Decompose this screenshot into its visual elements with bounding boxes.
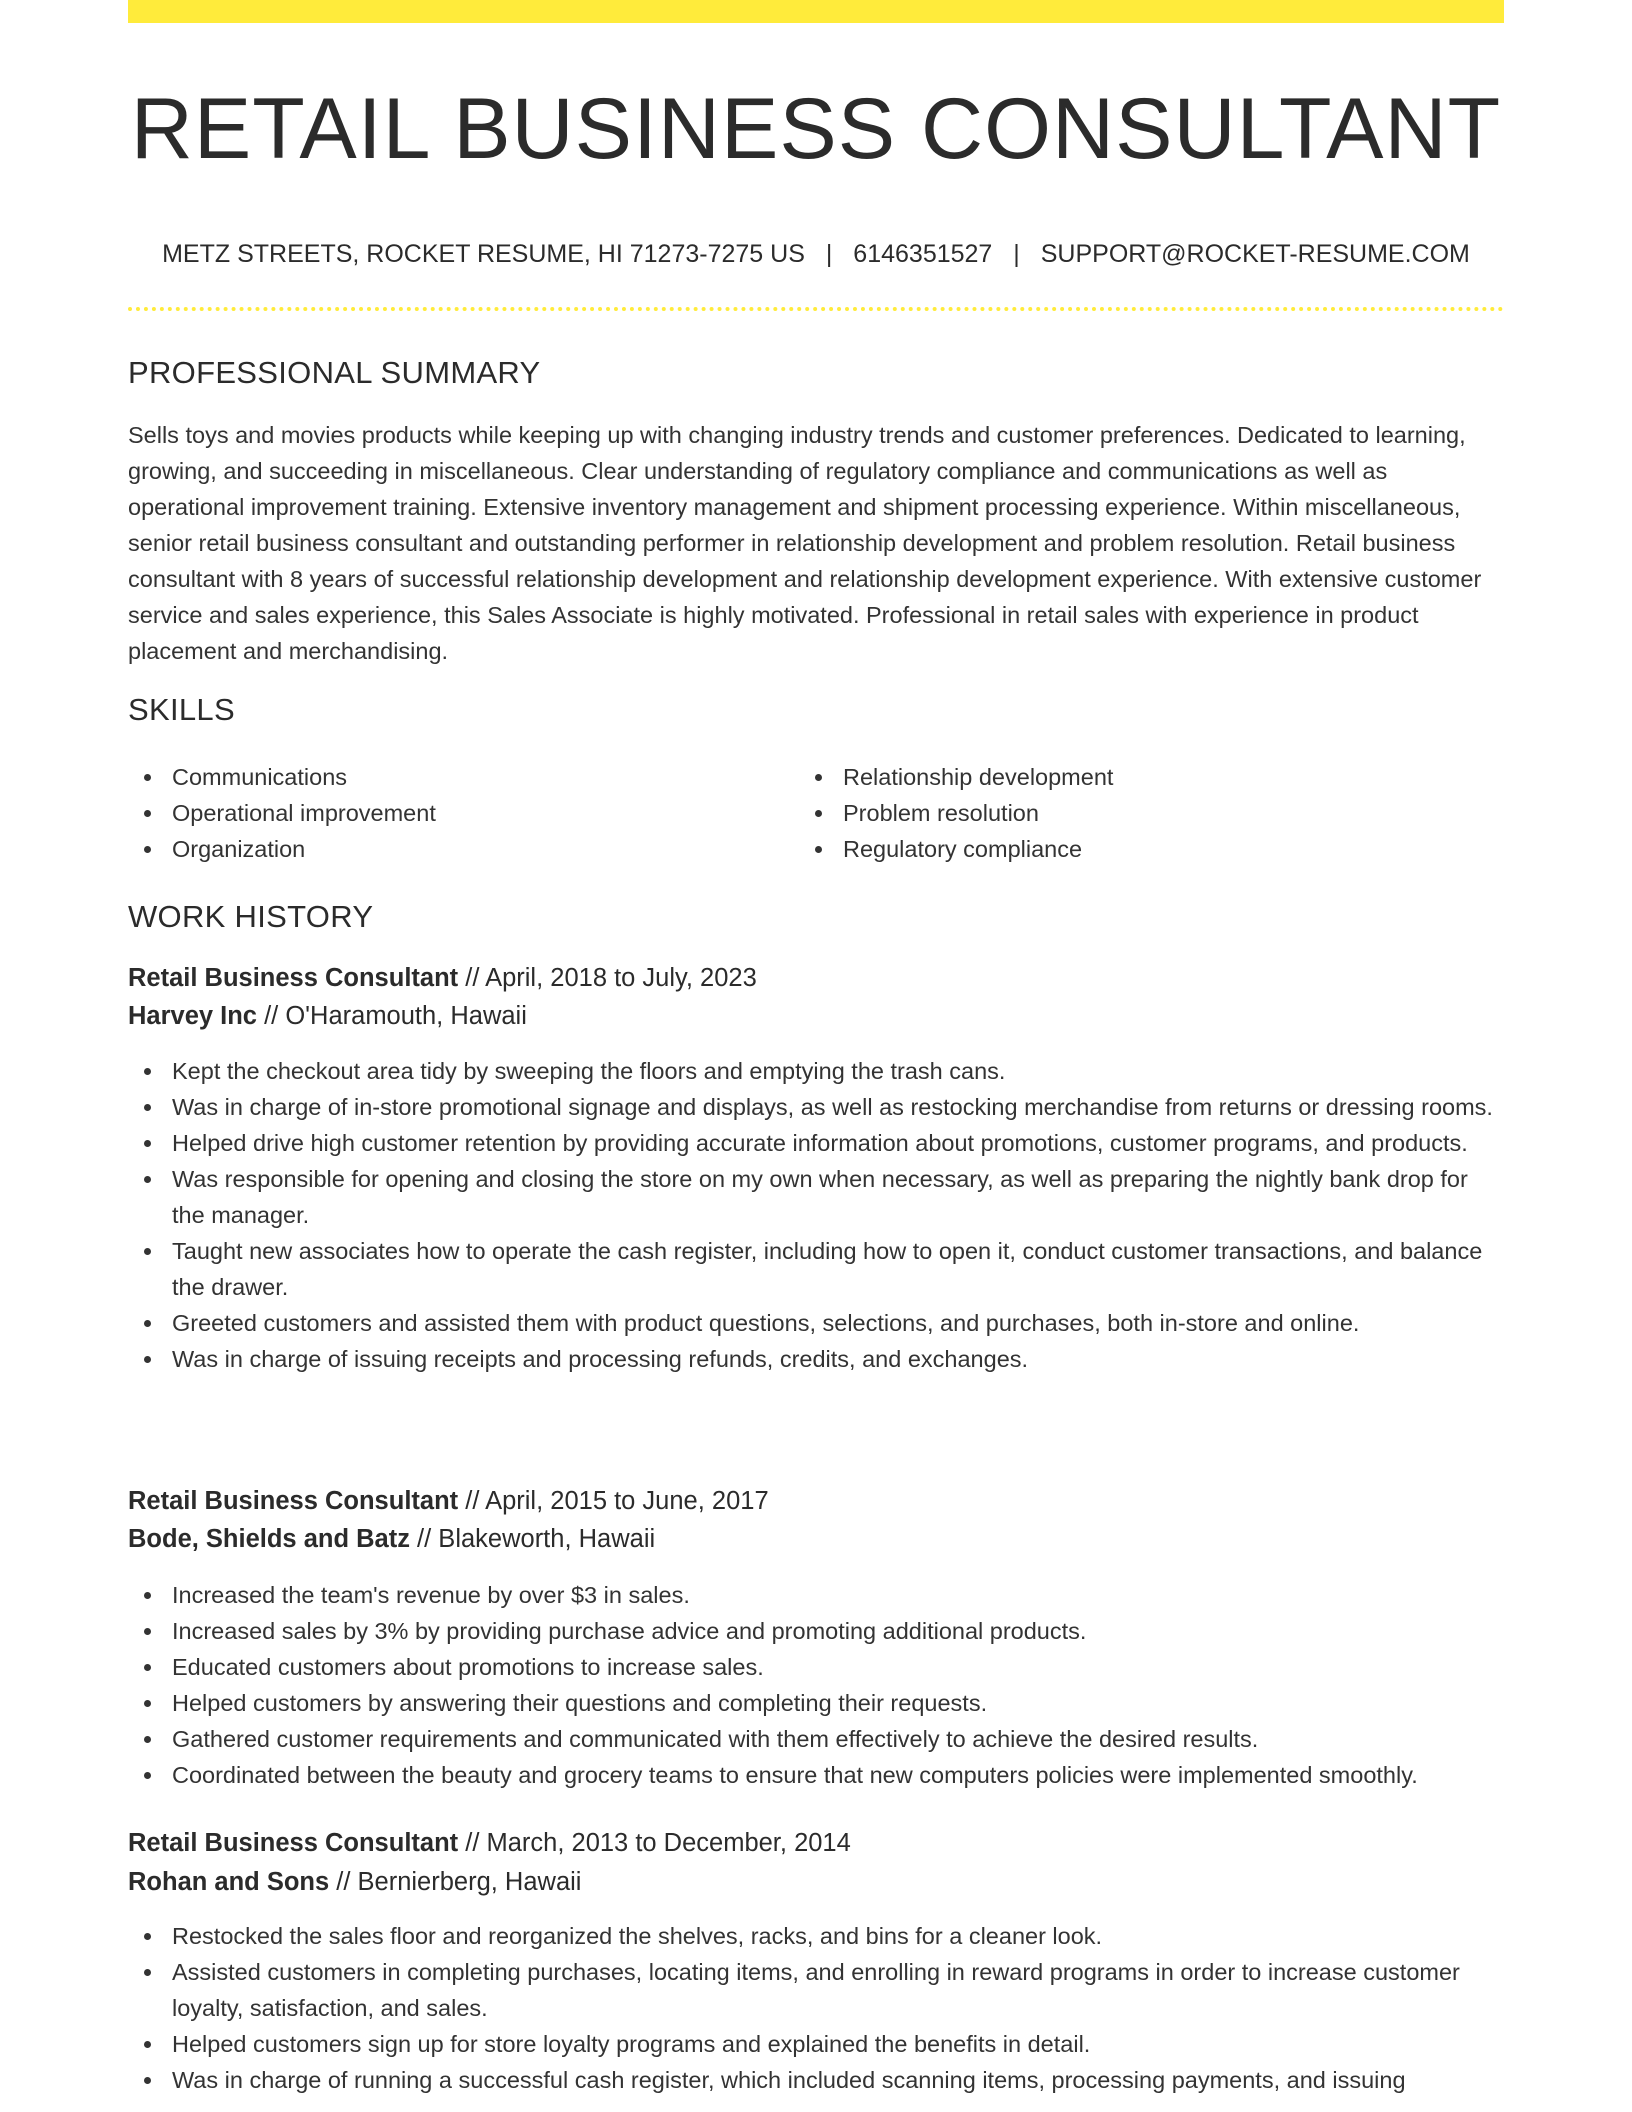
contact-separator: | (1013, 240, 1020, 268)
resume-name-heading: RETAIL BUSINESS CONSULTANT (130, 81, 1502, 177)
job-bullet: Taught new associates how to operate the cash register, including how to open it, conduct customer transactions, and balance the drawer. (128, 1233, 1504, 1305)
job-bullet: Was responsible for opening and closing the store on my own when necessary, as well as preparing the nightly bank drop for the manager. (128, 1161, 1504, 1233)
job-company-line (128, 997, 527, 1035)
contact-line (128, 236, 1504, 272)
summary-text: Sells toys and movies products while keeping up with changing industry trends and customer preferences. Dedicated to learning, growing, and succeeding in miscellaneous. Clear understanding of regulatory compliance and communications as well as operational improvement training. Extensive inventory management and shipment processing experience. Within miscellaneous, senior retail business consultant and outstanding performer in relationship development and problem resolution. Retail business consultant with 8 years of successful relationship development and relationship development experience. With extensive customer service and sales experience, this Sales Associate is highly motivated. Professional in retail sales with experience in product placement and merchandising. (128, 422, 1482, 664)
skill-item: Organization (128, 831, 768, 867)
job-company: Harvey Inc (128, 1002, 257, 1030)
job-company: Rohan and Sons (128, 1868, 330, 1896)
summary-heading: PROFESSIONAL SUMMARY (128, 355, 541, 390)
job-bullet: Coordinated between the beauty and grocery teams to ensure that new computers policies were implemented smoothly. (128, 1757, 1504, 1793)
job-bullet: Was in charge of issuing receipts and processing refunds, credits, and exchanges. (128, 1341, 1504, 1377)
job-company-line (128, 1863, 581, 1901)
job-title: Retail Business Consultant (128, 1487, 459, 1515)
job-title: Retail Business Consultant (128, 1829, 459, 1857)
job-bullet: Was in charge of running a successful cash register, which included scanning items, processing payments, and issuing (128, 2062, 1504, 2098)
job-bullet: Increased the team's revenue by over $3 in sales. (128, 1577, 1504, 1613)
job-title-line (128, 1824, 851, 1862)
job-company-line (128, 1520, 655, 1558)
job-bullet: Assisted customers in completing purchases, locating items, and enrolling in reward programs in order to increase customer loyalty, satisfaction, and sales. (128, 1954, 1504, 2026)
skills-heading: SKILLS (128, 692, 235, 727)
contact-email: SUPPORT@ROCKET-RESUME.COM (1040, 240, 1470, 268)
job-bullet: Helped drive high customer retention by providing accurate information about promotions, customer programs, and products. (128, 1125, 1504, 1161)
job-bullet-list (128, 1918, 1504, 2098)
job-company: Bode, Shields and Batz (128, 1525, 410, 1553)
job-bullet: Kept the checkout area tidy by sweeping the floors and emptying the trash cans. (128, 1053, 1504, 1089)
contact-phone: 6146351527 (853, 240, 993, 268)
job-bullet: Restocked the sales floor and reorganized the shelves, racks, and bins for a cleaner look. (128, 1918, 1504, 1954)
skills-list-right (799, 759, 1439, 867)
contact-address: METZ STREETS, ROCKET RESUME, HI 71273-7275 US (162, 240, 805, 268)
job-title: Retail Business Consultant (128, 964, 459, 992)
job-location: // Blakeworth, Hawaii (409, 1525, 656, 1553)
header-divider (128, 307, 1504, 311)
skill-item: Operational improvement (128, 795, 768, 831)
contact-separator: | (825, 240, 833, 268)
job-bullet: Was in charge of in-store promotional signage and displays, as well as restocking merchandise from returns or dressing rooms. (128, 1089, 1504, 1125)
skill-item: Regulatory compliance (799, 831, 1439, 867)
accent-top-bar (128, 0, 1504, 23)
job-title-line (128, 959, 757, 997)
job-dates: // April, 2018 to July, 2023 (458, 964, 757, 992)
job-bullet: Helped customers by answering their questions and completing their requests. (128, 1685, 1504, 1721)
job-bullet-list (128, 1053, 1504, 1377)
job-location: // O'Haramouth, Hawaii (257, 1002, 527, 1030)
work-history-heading: WORK HISTORY (128, 899, 374, 934)
job-title-line (128, 1482, 769, 1520)
skills-list-left (128, 759, 768, 867)
job-bullet: Helped customers sign up for store loyalty programs and explained the benefits in detail. (128, 2026, 1504, 2062)
job-bullet: Greeted customers and assisted them with product questions, selections, and purchases, both in-store and online. (128, 1305, 1504, 1341)
job-bullet: Gathered customer requirements and communicated with them effectively to achieve the desired results. (128, 1721, 1504, 1757)
skill-item: Problem resolution (799, 795, 1439, 831)
job-location: // Bernierberg, Hawaii (329, 1868, 582, 1896)
job-bullet: Educated customers about promotions to increase sales. (128, 1649, 1504, 1685)
job-bullet-list (128, 1577, 1504, 1793)
skill-item: Communications (128, 759, 768, 795)
job-dates: // March, 2013 to December, 2014 (458, 1829, 851, 1857)
job-dates: // April, 2015 to June, 2017 (458, 1487, 769, 1515)
job-bullet: Increased sales by 3% by providing purchase advice and promoting additional products. (128, 1613, 1504, 1649)
skill-item: Relationship development (799, 759, 1439, 795)
